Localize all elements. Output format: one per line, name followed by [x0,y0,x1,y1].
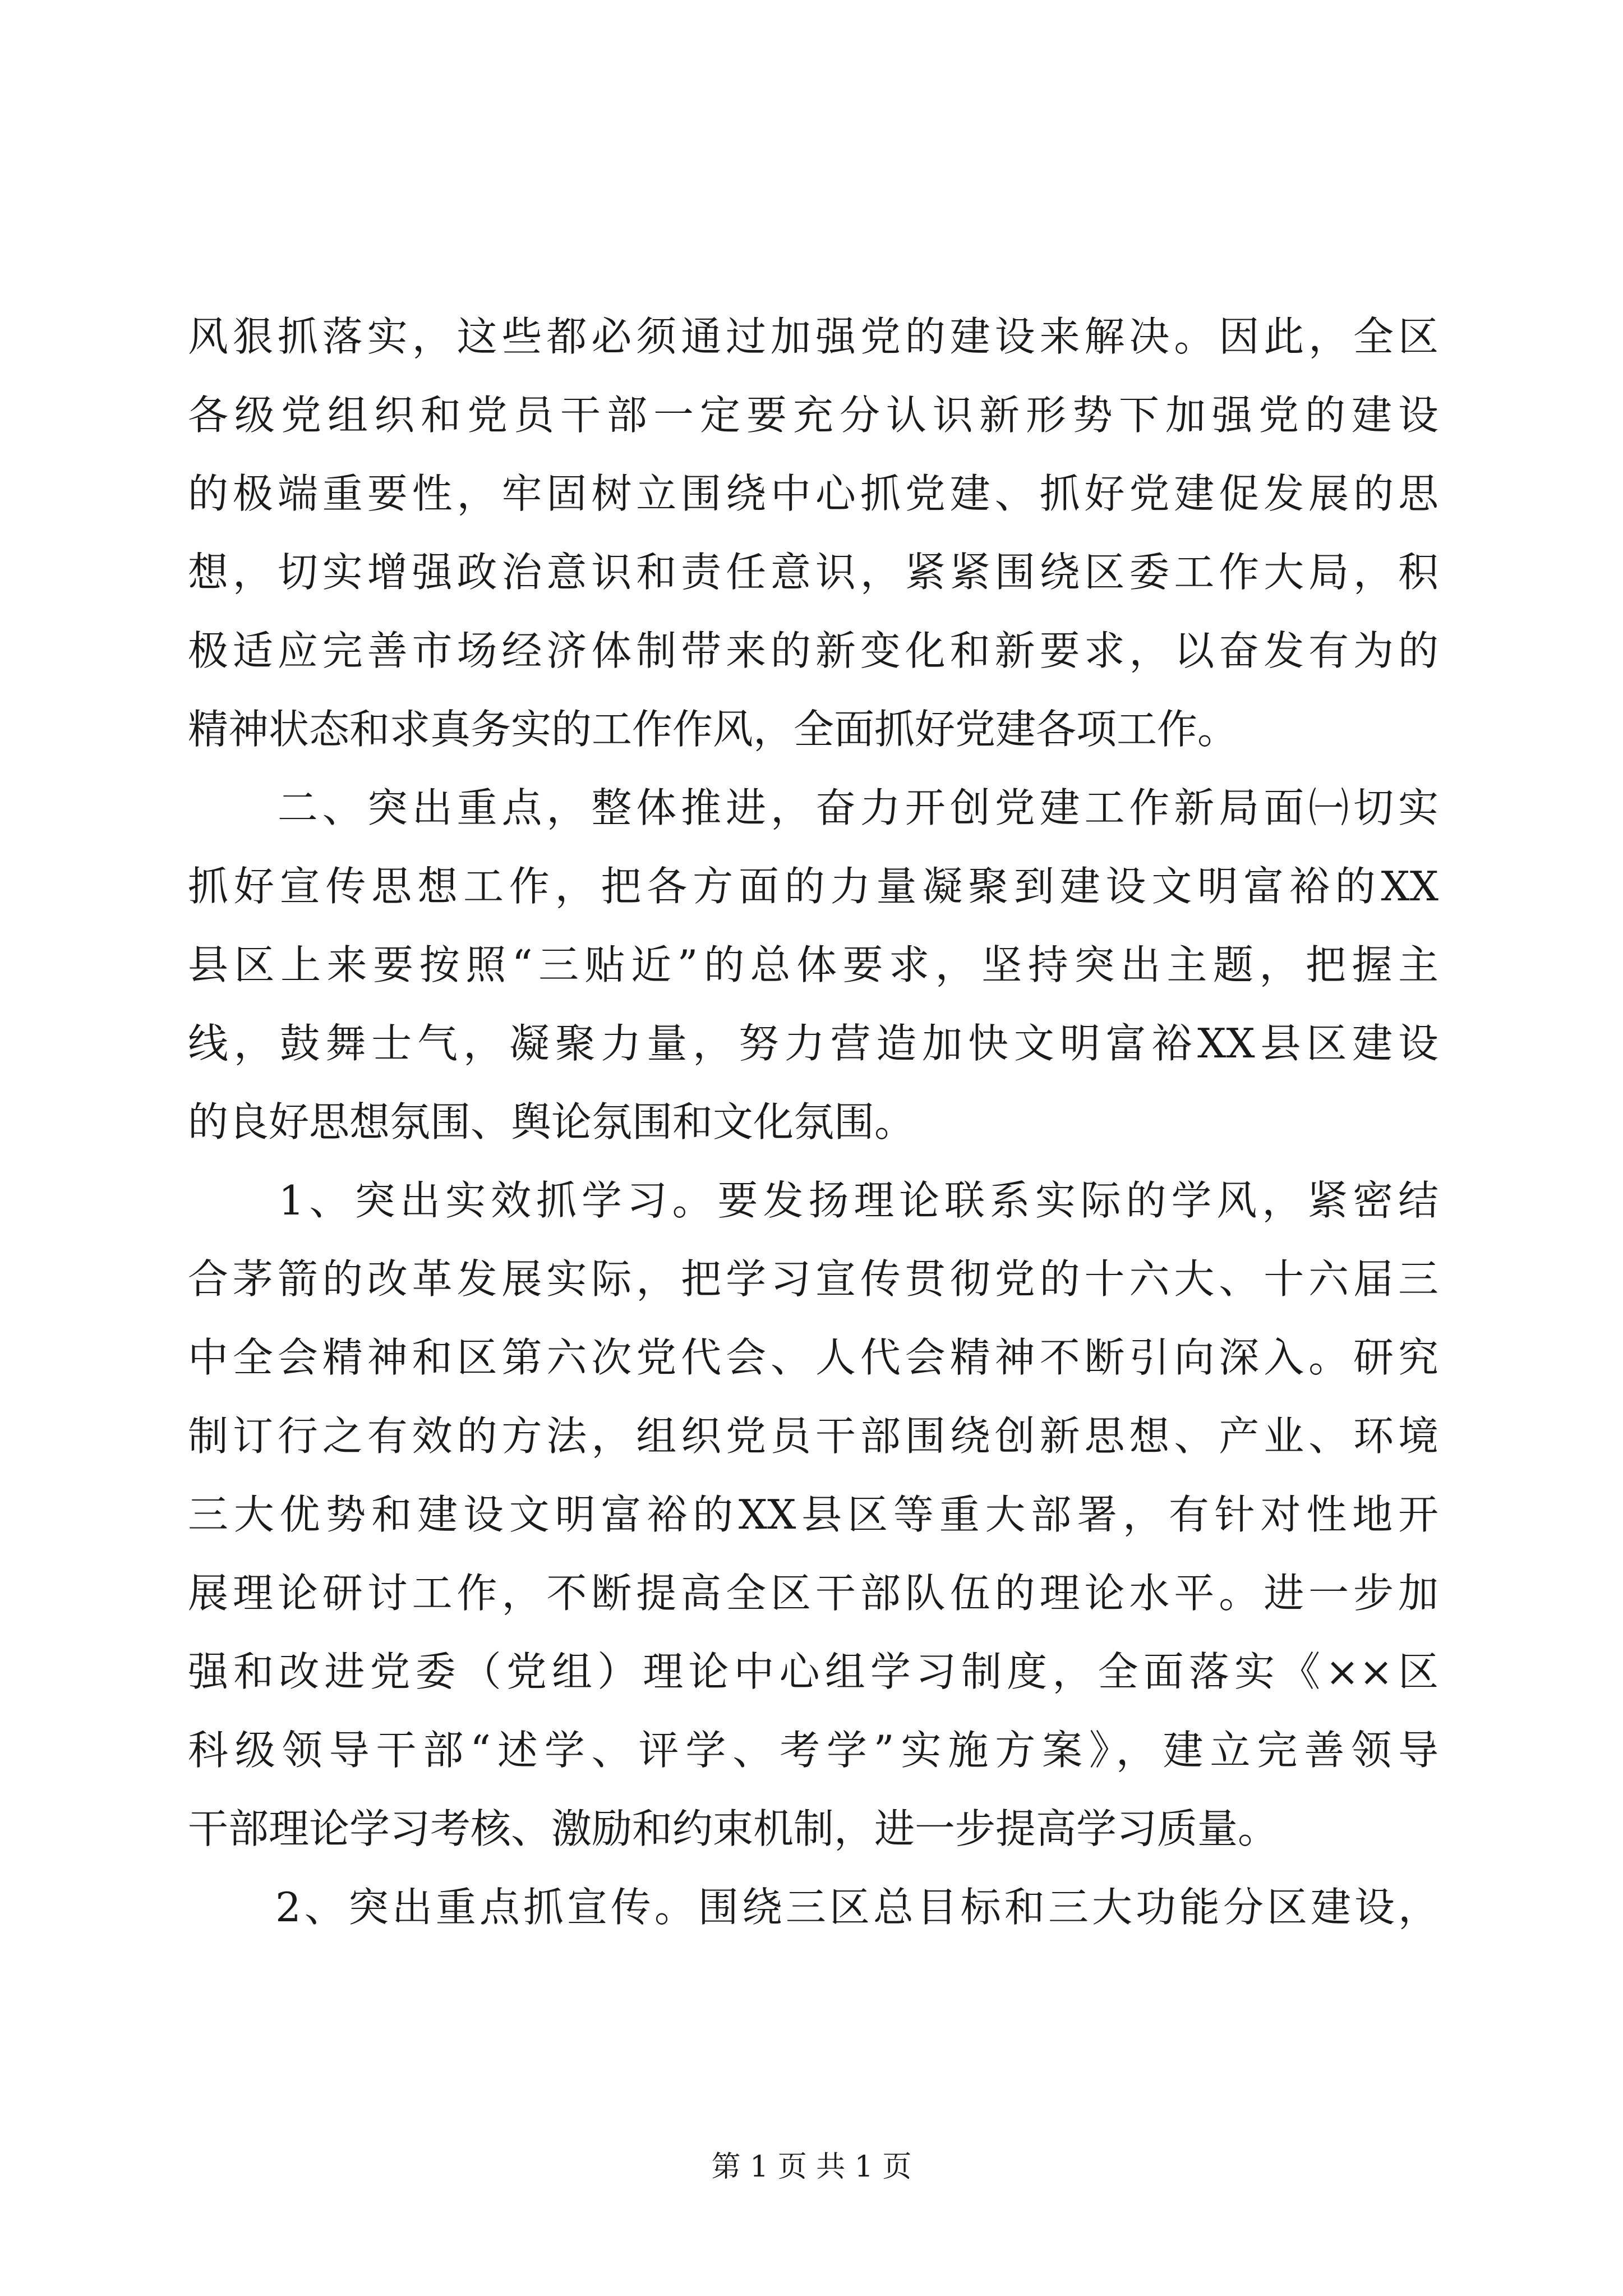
text-line: 精神状态和求真务实的工作作风，全面抓好党建各项工作。 [188,706,1238,753]
page-number-label: 第 1 页 共 1 页 [711,2150,912,2184]
text-line: 合茅箭的改革发展实际，把学习宣传贯彻党的十六大、十六届三 [188,1255,1438,1303]
text-line: 各级党组织和党员干部一定要充分认识新形势下加强党的建设 [188,392,1438,439]
text-line: 干部理论学习考核、激励和约束机制，进一步提高学习质量。 [188,1805,1279,1852]
text-line: 三大优势和建设文明富裕的XX县区等重大部署，有针对性地开 [188,1491,1438,1538]
text-line: 强和改进党委（党组）理论中心组学习制度，全面落实《××区 [188,1648,1438,1695]
text-line: 抓好宣传思想工作，把各方面的力量凝聚到建设文明富裕的XX [188,863,1438,910]
page-footer [0,2143,1623,2185]
text-line: 制订行之有效的方法，组织党员干部围绕创新思想、产业、环境 [188,1412,1438,1460]
text-line: 中全会精神和区第六次党代会、人代会精神不断引向深入。研究 [188,1334,1438,1381]
text-line: 2、突出重点抓宣传。围绕三区总目标和三大功能分区建设， [188,1884,1438,1931]
text-line: 展理论研讨工作，不断提高全区干部队伍的理论水平。进一步加 [188,1570,1438,1617]
text-line: 的良好思想氛围、舆论氛围和文化氛围。 [188,1098,915,1145]
text-line: 线，鼓舞士气，凝聚力量，努力营造加快文明富裕XX县区建设 [188,1020,1438,1067]
text-line: 二、突出重点，整体推进，奋力开创党建工作新局面㈠切实 [188,784,1438,831]
text-line: 1、突出实效抓学习。要发扬理论联系实际的学风，紧密结 [188,1177,1438,1224]
text-line: 县区上来要按照“三贴近”的总体要求，坚持突出主题，把握主 [188,941,1438,988]
text-line: 的极端重要性，牢固树立围绕中心抓党建、抓好党建促发展的思 [188,470,1438,517]
text-line: 科级领导干部“述学、评学、考学”实施方案》，建立完善领导 [188,1727,1438,1774]
text-line: 风狠抓落实，这些都必须通过加强党的建设来解决。因此，全区 [188,313,1438,360]
document-body [188,297,1438,1947]
text-line: 极适应完善市场经济体制带来的新变化和新要求，以奋发有为的 [188,627,1438,674]
text-line: 想，切实增强政治意识和责任意识，紧紧围绕区委工作大局，积 [188,549,1438,596]
